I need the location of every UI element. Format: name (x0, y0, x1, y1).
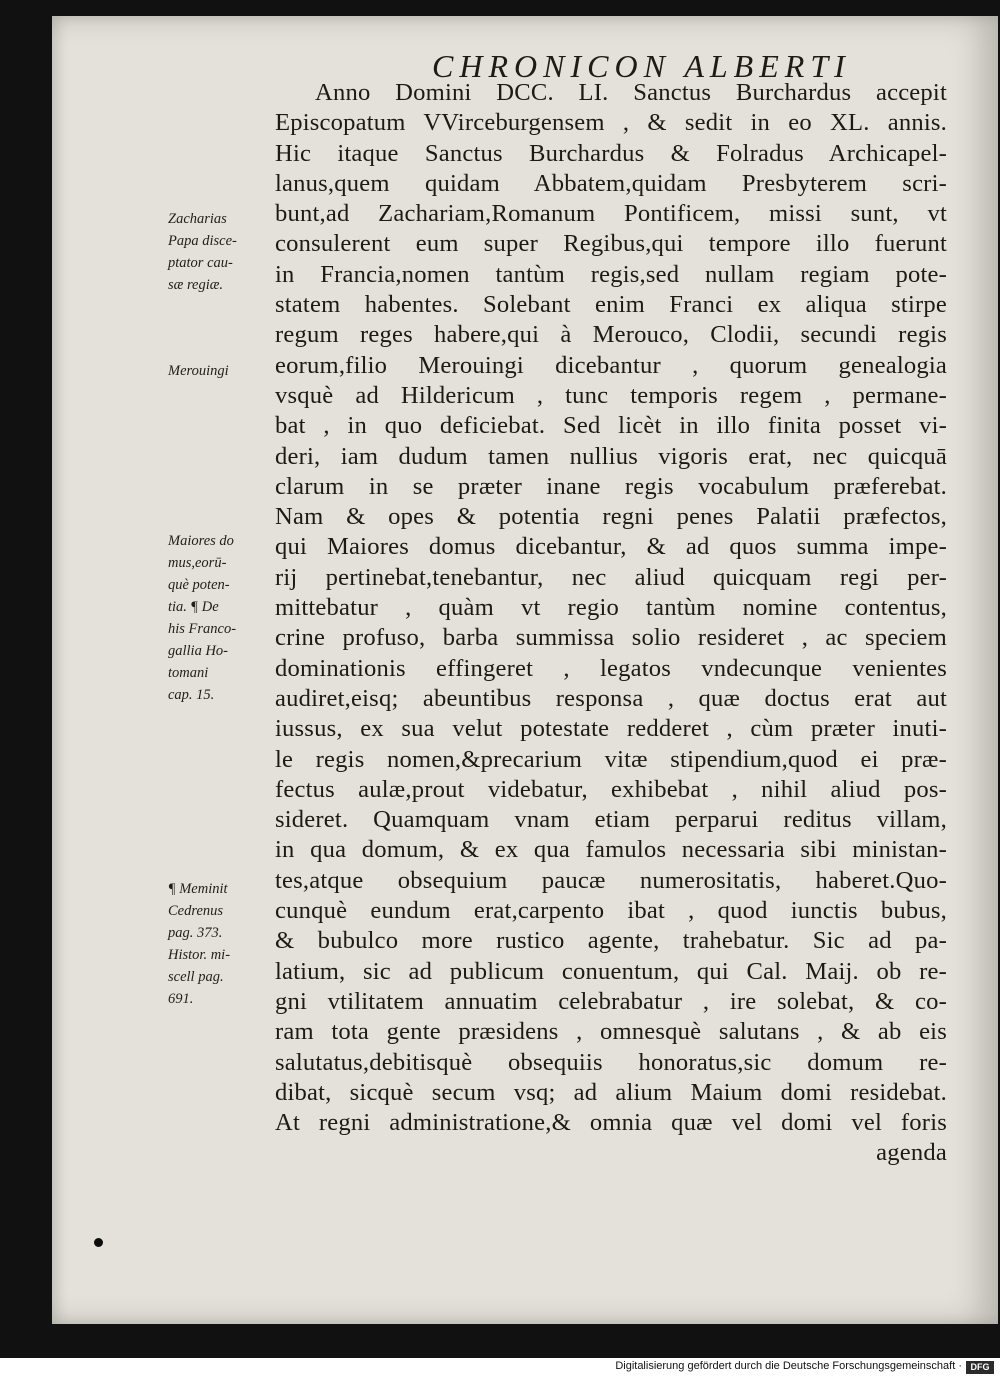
body-line: eorum,filio Merouingi dicebantur , quorum genealogia (275, 351, 947, 379)
margin-note-line: Merouingi (168, 363, 229, 379)
body-line: regum reges habere,qui à Merouco, Clodii, secundi regis (275, 321, 947, 349)
margin-note-zacharias (168, 208, 280, 296)
body-line: in Francia,nomen tantùm regis,sed nullam regiam pote- (275, 260, 947, 288)
body-line: dominationis effingeret , legatos vndecunque venientes (275, 654, 947, 682)
body-line: mittebatur , quàm vt regio tantùm nomine contentus, (275, 594, 947, 622)
margin-note-line: his Franco- (168, 621, 237, 637)
body-line: le regis nomen,&precarium vitæ stipendium,quod ei præ- (275, 745, 947, 773)
body-line: qui Maiores domus dicebantur, & ad quos summa impe- (275, 533, 947, 561)
body-line: Episcopatum VVirceburgensem , & sedit in eo XL. annis. (275, 109, 947, 137)
body-line: fectus aulæ,prout videbatur, exhibebat , nihil aliud pos- (275, 775, 947, 803)
margin-note-line: tomani (168, 665, 209, 681)
body-line: clarum in se præter inane regis vocabulum præferebat. (275, 472, 947, 500)
body-line: cunquè eundum erat,carpento ibat , quod iunctis bubus, (275, 897, 947, 925)
body-line: agenda (876, 1139, 947, 1167)
margin-note-cedrenus (168, 878, 280, 1010)
body-line: Hic itaque Sanctus Burchardus & Folradus Archicapel- (275, 139, 947, 167)
body-line: & bubulco more rustico agente, trahebatur. Sic ad pa- (275, 927, 947, 955)
body-line: salutatus,debitisquè obsequiis honoratus,sic domum re- (275, 1048, 947, 1076)
body-line: vsquè ad Hildericum , tunc temporis regem , permane- (275, 381, 947, 409)
margin-note-line: mus,eorū- (168, 555, 227, 571)
margin-note-merouingi (168, 360, 280, 382)
body-line: ram tota gente præsidens , omnesquè salutans , & ab eis (275, 1018, 947, 1046)
body-line: dibat, sicquè secum vsq; ad alium Maium domi residebat. (275, 1078, 947, 1106)
body-line: rij pertinebat,tenebantur, nec aliud quicquam regi per- (275, 563, 947, 591)
body-line: sideret. Quamquam vnam etiam perparui reditus villam, (275, 806, 947, 834)
body-line: Nam & opes & potentia regni penes Palatii præfectos, (275, 503, 947, 531)
body-line: consulerent eum super Regibus,qui tempore illo fuerunt (275, 230, 947, 258)
margin-note-line: pag. 373. (168, 925, 223, 941)
margin-note-maiores-domus (168, 530, 280, 706)
footer-bar (0, 1358, 1000, 1378)
margin-note-line: Cedrenus (168, 903, 224, 919)
body-line: At regni administratione,& omnia quæ vel domi vel foris (275, 1109, 947, 1137)
margin-note-line: Zacharias (168, 211, 227, 227)
margin-note-line: ptator cau- (168, 255, 233, 271)
ink-dot (94, 1238, 103, 1247)
body-line: statem habentes. Solebant enim Franci ex aliqua stirpe (275, 291, 947, 319)
body-line: gni vtilitatem annuatim celebrabatur , ire solebat, & co- (275, 987, 947, 1015)
margin-note-line: Maiores do (168, 533, 234, 549)
margin-note-line: Histor. mi- (168, 947, 231, 963)
margin-note-line: gallia Ho- (168, 643, 229, 659)
margin-note-line: què poten- (168, 577, 230, 593)
margin-note-line: ¶ Meminit (168, 881, 228, 897)
body-line: bunt,ad Zachariam,Romanum Pontificem, missi sunt, vt (275, 200, 947, 228)
margin-note-line: sæ regiæ. (168, 277, 224, 293)
footer-credit: Digitalisierung gefördert durch die Deutsche Forschungsgemeinschaft · (615, 1360, 962, 1372)
margin-note-line: 691. (168, 991, 194, 1007)
body-line: tes,atque obsequium paucæ numerositatis, haberet.Quo- (275, 866, 947, 894)
margin-note-line: scell pag. (168, 969, 224, 985)
body-line: iussus, ex sua velut potestate redderet , cùm præter inuti- (275, 715, 947, 743)
body-line: in qua domum, & ex qua famulos necessaria sibi ministan- (275, 836, 947, 864)
body-line: Anno Domini DCC. LI. Sanctus Burchardus accepit (315, 79, 947, 106)
margin-note-line: cap. 15. (168, 687, 215, 703)
body-line: bat , in quo deficiebat. Sed licèt in illo finita posset vi- (275, 412, 947, 440)
body-line: latium, sic ad publicum conuentum, qui Cal. Maij. ob re- (275, 957, 947, 985)
body-line: deri, iam dudum tamen nullius vigoris erat, nec quicquā (275, 442, 947, 470)
margin-note-line: Papa disce- (168, 233, 237, 249)
body-text (275, 78, 947, 1169)
body-line: lanus,quem quidam Abbatem,quidam Presbyterem scri- (275, 169, 947, 197)
dfg-logo-icon: DFG (966, 1361, 994, 1374)
margin-note-line: tia. ¶ De (168, 599, 219, 615)
body-line: audiret,eisq; abeuntibus responsa , quæ doctus erat aut (275, 684, 947, 712)
body-line: crine profuso, barba summissa solio resideret , ac speciem (275, 624, 947, 652)
running-head: CHRONICON ALBERTI (432, 48, 851, 84)
